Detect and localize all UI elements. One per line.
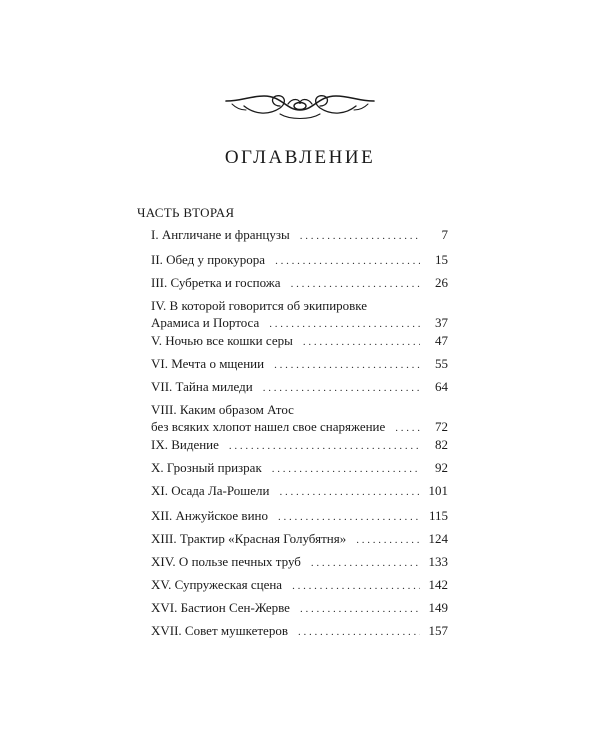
toc-page-number: 26 (435, 275, 448, 290)
toc-entry-title: XV. Супружеская сцена (151, 577, 283, 592)
toc-page-number: 142 (428, 577, 448, 592)
toc-entry-title: без всяких хлопот нашел свое снаряжение (151, 419, 386, 434)
toc-page-number: 55 (435, 356, 448, 371)
toc-page-number: 47 (435, 333, 448, 348)
toc-entry-title: XVI. Бастион Сен-Жерве (151, 600, 290, 615)
toc-entry[interactable] (151, 251, 448, 270)
toc-entry[interactable] (151, 436, 448, 455)
toc-entry-title: XIV. О пользе печных труб (151, 554, 301, 569)
toc-entry[interactable] (151, 226, 448, 245)
toc-page-number: 92 (435, 460, 448, 475)
toc-entry-title: I. Англичане и французы (151, 227, 290, 242)
dot-leader (303, 334, 420, 351)
toc-page-number: 15 (435, 252, 448, 267)
toc-entry-title: VI. Мечта о мщении (151, 356, 265, 371)
toc-entry[interactable] (151, 507, 448, 526)
dot-leader (298, 624, 420, 641)
toc-entry[interactable] (151, 355, 448, 374)
toc-entry[interactable] (151, 332, 448, 351)
dot-leader (280, 484, 421, 501)
toc-entry-title: VIII. Каким образом Атос (151, 402, 294, 417)
dot-leader (311, 555, 420, 572)
toc-page-number: 157 (428, 623, 448, 638)
toc-entry-title: XI. Осада Ла-Рошели (151, 483, 270, 498)
toc-page-number: 149 (428, 600, 448, 615)
toc-entry[interactable] (151, 459, 448, 478)
dot-leader (275, 253, 420, 270)
toc-entry[interactable] (151, 378, 448, 397)
toc-entry-title: III. Субретка и госпожа (151, 275, 281, 290)
toc-entry[interactable] (151, 401, 448, 437)
toc-entry-title: XVII. Совет мушкетеров (151, 623, 288, 638)
toc-page-number: 82 (435, 437, 448, 452)
dot-leader (300, 228, 420, 245)
toc-entry[interactable] (151, 553, 448, 572)
toc-entry-title: XIII. Трактир «Красная Голубятня» (151, 531, 347, 546)
toc-page-number: 115 (428, 508, 448, 523)
toc-entry-title: X. Грозный призрак (151, 460, 262, 475)
toc-page-number: 64 (435, 379, 448, 394)
toc-entry-title: VII. Тайна миледи (151, 379, 253, 394)
toc-entry-title: IV. В которой говорится об экипировке (151, 298, 368, 313)
dot-leader (269, 316, 420, 333)
toc-page-number: 124 (428, 531, 448, 546)
toc-entry[interactable] (151, 274, 448, 293)
toc-entry-title: V. Ночью все кошки серы (151, 333, 293, 348)
toc-page-number: 72 (435, 419, 448, 434)
toc-page-number: 37 (435, 315, 448, 330)
toc-page-number: 101 (428, 483, 448, 498)
toc-entry[interactable] (151, 622, 448, 641)
toc-page-number: 7 (441, 227, 448, 242)
toc-entry-title: XII. Анжуйское вино (151, 508, 268, 523)
dot-leader (263, 380, 420, 397)
flourish-ornament-icon (224, 84, 376, 126)
dot-leader (278, 509, 420, 526)
toc-entry-title: IX. Видение (151, 437, 219, 452)
dot-leader (272, 461, 420, 478)
page-title: ОГЛАВЛЕНИЕ (224, 147, 376, 168)
part-heading: ЧАСТЬ ВТОРАЯ (137, 205, 235, 220)
toc-entry-title: Арамиса и Портоса (151, 315, 260, 330)
toc-entry[interactable] (151, 599, 448, 618)
dot-leader (395, 420, 420, 437)
toc-entry-title: II. Обед у прокурора (151, 252, 266, 267)
dot-leader (356, 532, 420, 549)
toc-entry[interactable] (151, 530, 448, 549)
dot-leader (229, 438, 420, 455)
toc-page-number: 133 (428, 554, 448, 569)
toc-entry[interactable] (151, 297, 448, 333)
dot-leader (291, 276, 420, 293)
dot-leader (292, 578, 420, 595)
toc-entry[interactable] (151, 576, 448, 595)
dot-leader (300, 601, 420, 618)
toc-entry[interactable] (151, 482, 448, 501)
dot-leader (274, 357, 420, 374)
